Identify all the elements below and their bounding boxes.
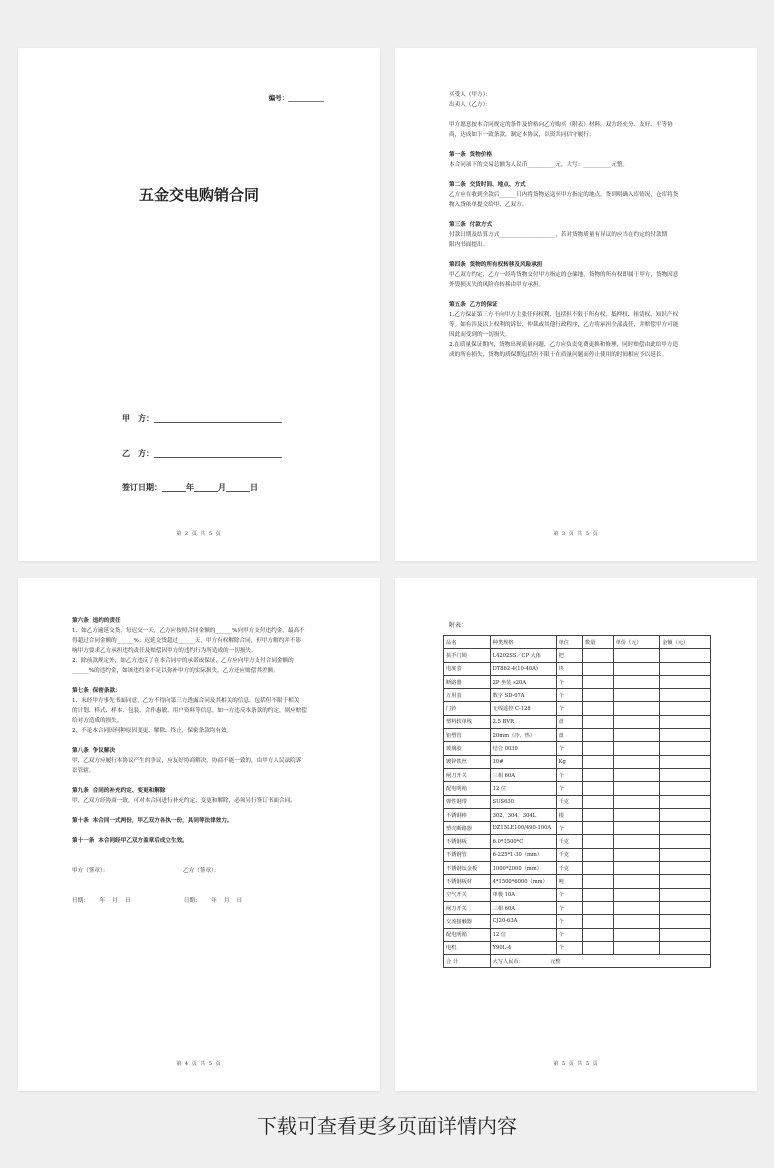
table-cell: 执手门锁 (444, 649, 491, 662)
total-label: 合 计 (444, 955, 491, 968)
page-cover (18, 48, 380, 561)
table-cell: 闸刀开关 (444, 901, 491, 914)
table-cell (583, 875, 614, 888)
table-cell (613, 742, 660, 755)
blank-line (72, 736, 326, 746)
table-cell (660, 875, 711, 888)
table-cell: 镀锌铁丝 (444, 755, 491, 768)
clause-heading: 第四条 货物的所有权转移及风险承担 (449, 262, 543, 268)
table-cell (583, 835, 614, 848)
table-cell: 个 (556, 822, 582, 835)
text-line: 物入货依单提交给甲、乙双方。 (449, 202, 528, 208)
table-row (444, 822, 711, 835)
sign-date-line: 签订日期：______年______月______日 (122, 482, 258, 492)
table-row (444, 928, 711, 941)
clause-heading: 第十一条 本合同经甲乙双方盖章后成立生效。 (72, 838, 188, 844)
table-row (444, 768, 711, 781)
table-cell (660, 742, 711, 755)
table-cell (660, 662, 711, 675)
table-cell (583, 649, 614, 662)
table-row (444, 675, 711, 688)
table-cell: 结合 0039 (490, 742, 556, 755)
table-row (444, 702, 711, 715)
table-cell: 不锈钢钛金板 (444, 862, 491, 875)
blank-line (449, 290, 703, 300)
table-cell: 4*1500*6000（mm） (490, 875, 556, 888)
clause-heading: 第九条 合同的补充约定、变更和解除 (72, 788, 166, 794)
table-cell (613, 901, 660, 914)
blank-line (72, 846, 326, 856)
table-cell (583, 941, 614, 954)
text-line: 本合同项下的交易总额为人民币__________元，大写：__________元整。 (449, 162, 629, 168)
table-cell (660, 755, 711, 768)
text-line: 1、未经甲方事先书面同意，乙方不得向第三方透露合同及其相关的信息，包括但不限于相关 (72, 698, 300, 704)
text-line: 限内书面提出。 (449, 242, 489, 248)
table-cell: 闸刀开关 (444, 768, 491, 781)
table-cell: CJ20-63A (490, 915, 556, 928)
blank-line (449, 140, 703, 150)
table-cell: 塑壳断路器 (444, 822, 491, 835)
text-line: 甲、乙双方应履行本协议产生的争议，应友好协商解决，协商不能一致的，由甲方人民法院诉 (72, 758, 302, 764)
table-cell (613, 888, 660, 901)
text-line: 甲方愿意按本合同规定的条件及价格向乙方购买（附表）材料，双方经充分、友好、平等协 (449, 122, 673, 128)
table-cell (613, 848, 660, 861)
page-footer: 第 3 页 共 5 页 (553, 531, 599, 537)
table-cell: 302、304、304L (490, 808, 556, 821)
table-cell (583, 795, 614, 808)
table-cell (660, 715, 711, 728)
table-cell: SUS630 (490, 795, 556, 808)
table-cell: 铝塑管 (444, 729, 491, 742)
table-cell: 2.5 BVR (490, 715, 556, 728)
table-cell: 千克 (556, 848, 582, 861)
table-cell: 不锈钢板材 (444, 875, 491, 888)
table-cell: 电度表 (444, 662, 491, 675)
attachment-table (443, 635, 711, 968)
table-cell (613, 928, 660, 941)
text-line: 日期： 年 月 日 日期： 年 月 日 (72, 898, 243, 904)
clause-heading: 第六条 违约的责任 (72, 618, 121, 624)
table-cell: 吨 (556, 875, 582, 888)
table-row (444, 875, 711, 888)
party-b-line: 乙 方：________________________________ (122, 448, 282, 458)
text-line: 外毁损灭失的风险亦转移由甲方承担。 (449, 282, 545, 288)
table-cell (660, 915, 711, 928)
page-footer: 第 4 页 共 5 页 (176, 1061, 222, 1067)
text-line: 商，达成如下一致条款，制定本协议，以资共同信守履行： (449, 132, 595, 138)
table-cell (583, 755, 614, 768)
table-cell (583, 848, 614, 861)
table-cell (660, 862, 711, 875)
table-cell (660, 901, 711, 914)
table-cell: 千克 (556, 795, 582, 808)
table-cell: 单极 10A (490, 888, 556, 901)
table-cell (660, 888, 711, 901)
table-cell (613, 808, 660, 821)
text-line: 给对方造成的损失。 (72, 718, 123, 724)
table-cell (583, 808, 614, 821)
table-cell (660, 928, 711, 941)
table-cell: 把 (556, 649, 582, 662)
table-cell: L4202SS／CP 大体 (490, 649, 556, 662)
clause-heading: 第十条 本合同一式两份，甲乙双方各执一份，具同等法律效力。 (72, 818, 233, 824)
table-cell (583, 768, 614, 781)
text-line: 2、不论本合同因何种原因变更、解除、终止，保密条款均有效。 (72, 728, 233, 734)
clause-heading: 第二条 交货时间、地点、方式 (449, 182, 526, 188)
table-cell: 弹性钢带 (444, 795, 491, 808)
blank-line (72, 776, 326, 786)
clause-heading: 第七条 保密条款： (72, 688, 121, 694)
text-line: 乙方应在收到全款后______日内将货物运送至甲方指定的地点，货到明确入库情况，仓库将货 (449, 192, 679, 198)
text-line: ______%的违约金，如该违约金不足以弥补甲方的实际损失，乙方还应赔偿其差额。 (72, 668, 279, 674)
table-row (444, 689, 711, 702)
table-cell (613, 782, 660, 795)
table-cell (613, 795, 660, 808)
table-cell (583, 742, 614, 755)
table-cell (660, 649, 711, 662)
blank-line (72, 856, 326, 866)
table-cell (660, 835, 711, 848)
text-line: 买受人（甲方）： (449, 92, 491, 98)
table-row (444, 729, 711, 742)
table-cell (583, 915, 614, 928)
column-header: 金额（元） (660, 636, 711, 649)
table-total-row (444, 955, 711, 968)
table-row (444, 915, 711, 928)
table-cell: 配电明箱 (444, 928, 491, 941)
table-cell: 个 (556, 768, 582, 781)
text-line: 的计划、样式、样本、包装、合作惠敏、用户资料等信息。如一方违反本条款的约定，则应赔偿 (72, 708, 307, 714)
table-cell (583, 715, 614, 728)
table-cell: 万用表 (444, 689, 491, 702)
text-line: 甲方（签章）： 乙方（签章）： (72, 868, 220, 874)
table-cell: 块 (556, 662, 582, 675)
text-line: 成的所有损失，货物的质保期包括但不限于在质量问题而停止使用的时间相应予以延长。 (449, 352, 668, 358)
table-cell: 千克 (556, 835, 582, 848)
page-footer: 第 5 页 共 5 页 (553, 1061, 599, 1067)
table-cell (660, 941, 711, 954)
table-cell (583, 822, 614, 835)
table-cell: Kg (556, 755, 582, 768)
table-cell: 个 (556, 702, 582, 715)
table-cell: 个 (556, 941, 582, 954)
table-cell: 不锈钢管 (444, 848, 491, 861)
table-cell: 三相 60A (490, 768, 556, 781)
table-cell (613, 835, 660, 848)
blank-line (72, 886, 326, 896)
table-cell: 三相 60A (490, 901, 556, 914)
table-cell: 6.0*1500*C (490, 835, 556, 848)
table-cell: 个 (556, 915, 582, 928)
table-cell: 配电明箱 (444, 782, 491, 795)
table-cell: 电机 (444, 941, 491, 954)
table-header-row (444, 636, 711, 649)
table-cell (613, 941, 660, 954)
table-cell (583, 928, 614, 941)
table-cell (660, 808, 711, 821)
table-cell (613, 729, 660, 742)
table-cell: 2P 坐装 s20A (490, 675, 556, 688)
table-cell: 个 (556, 742, 582, 755)
column-header: 单价（元） (613, 636, 660, 649)
total-amount-text: 大写人民币： 元整 (490, 955, 710, 968)
table-cell (583, 662, 614, 675)
table-cell (660, 702, 711, 715)
clause-heading: 第一条 货物价格 (449, 152, 493, 158)
table-cell: 千克 (556, 862, 582, 875)
table-cell (660, 729, 711, 742)
clause-heading: 第八条 争议解决 (72, 748, 116, 754)
table-cell (583, 782, 614, 795)
text-line: 1.乙方保证第三方不向甲方主张任何权利，包括但不限于所有权、抵押权、租赁权、知识产权 (449, 312, 679, 318)
table-cell: 6-225*1-30（mm） (490, 848, 556, 861)
text-line: 付款日期及结算方式____________________，若对货物质量有异议的应当在约定的付款期 (449, 232, 668, 238)
table-row (444, 808, 711, 821)
table-row (444, 795, 711, 808)
table-row (444, 888, 711, 901)
table-row (444, 715, 711, 728)
table-row (444, 835, 711, 848)
page-footer: 第 2 页 共 5 页 (176, 531, 222, 537)
page-terms-1 (395, 48, 757, 561)
attachment-title: 附表： (449, 622, 468, 629)
blank-line (449, 170, 703, 180)
table-row (444, 742, 711, 755)
clause-heading: 第五条 乙方的保证 (449, 302, 498, 308)
table-cell: 盘 (556, 715, 582, 728)
blank-line (72, 826, 326, 836)
page-attachment (395, 578, 757, 1091)
table-row (444, 662, 711, 675)
table-cell: 个 (556, 782, 582, 795)
table-row (444, 941, 711, 954)
blank-line (449, 210, 703, 220)
table-cell (660, 782, 711, 795)
table-cell (613, 689, 660, 702)
table-row (444, 862, 711, 875)
table-row (444, 649, 711, 662)
table-cell: 断路器 (444, 675, 491, 688)
text-line: 出卖人（乙方）： (449, 102, 491, 108)
table-cell (583, 888, 614, 901)
text-line: 甲、乙双方经协商一致，可对本合同进行补充约定、变更和解除，必须另行签订书面合同。 (72, 798, 296, 804)
blank-line (72, 876, 326, 886)
table-cell (660, 675, 711, 688)
table-cell (583, 862, 614, 875)
table-cell (613, 875, 660, 888)
table-cell: 数字 SD-07A (490, 689, 556, 702)
table-cell (613, 915, 660, 928)
blank-line (72, 806, 326, 816)
table-row (444, 782, 711, 795)
table-cell: 空气开关 (444, 888, 491, 901)
table-row (444, 848, 711, 861)
table-cell (583, 702, 614, 715)
table-cell: 门铃 (444, 702, 491, 715)
table-cell: 个 (556, 901, 582, 914)
table-cell (660, 822, 711, 835)
table-cell (660, 768, 711, 781)
table-cell: 交流接触器 (444, 915, 491, 928)
text-line: 讼管辖。 (72, 768, 95, 774)
table-cell (583, 729, 614, 742)
table-cell: 12 位 (490, 782, 556, 795)
text-line: 响甲方要求乙方承担违约责任及赔偿因甲方的违约行为所造成的一切损失。 (72, 648, 257, 654)
text-line: 等。如有涉及以上权利的诉讼、仲裁或其他行政程序，乙方将承担全部责任，并赔偿甲方可能 (449, 322, 679, 328)
party-a-line: 甲 方：________________________________ (122, 413, 282, 423)
table-cell (613, 768, 660, 781)
text-line: 甲乙双方约定，乙方一经将货物交付甲方指定的仓储地，货物的所有权即属于甲方，货物因意 (449, 272, 679, 278)
table-cell: 10# (490, 755, 556, 768)
table-cell: 个 (556, 689, 582, 702)
table-cell: 根 (556, 808, 582, 821)
table-cell: 个 (556, 675, 582, 688)
table-cell: 个 (556, 888, 582, 901)
table-cell: Y90L-4 (490, 941, 556, 954)
table-cell (583, 689, 614, 702)
table-cell: 玻璃胶 (444, 742, 491, 755)
table-cell: 个 (556, 928, 582, 941)
table-cell (613, 822, 660, 835)
text-line: 1、如乙方逾延交货，每迟交一天，乙方应按照合同金额的______%向甲方支付违约金，最高不 (72, 628, 305, 634)
table-cell: 不锈钢板 (444, 835, 491, 848)
table-cell (660, 689, 711, 702)
table-cell (613, 862, 660, 875)
table-cell: 无线遥控 C-128 (490, 702, 556, 715)
table-cell: 12 位 (490, 928, 556, 941)
column-header: 数量 (583, 636, 614, 649)
table-cell: 1000*2000（mm） (490, 862, 556, 875)
blank-line (72, 676, 326, 686)
table-cell (583, 675, 614, 688)
table-cell: 不锈钢棒 (444, 808, 491, 821)
table-cell (613, 649, 660, 662)
table-cell: 塑料软单线 (444, 715, 491, 728)
text-line: 因此而受到的一切损失。 (449, 332, 511, 338)
text-line: 2.在质量保证期内，货物出现质量问题，乙方应负责免费更换和修理，同时赔偿由此给甲方造 (449, 342, 679, 348)
column-header: 品名 (444, 636, 491, 649)
column-header: 单位 (556, 636, 582, 649)
table-cell (583, 901, 614, 914)
page-body (449, 90, 703, 360)
blank-line (449, 110, 703, 120)
table-cell (660, 795, 711, 808)
table-row (444, 755, 711, 768)
clause-heading: 第三条 付款方式 (449, 222, 493, 228)
page-terms-2 (18, 578, 380, 1091)
download-caption: 下载可查看更多页面详情内容 (257, 1114, 517, 1138)
text-line: 2、除前款规定外，如乙方违反了在本合同中的承诺或保证，乙方应向甲方支付合同金额的 (72, 658, 294, 664)
table-cell: DZ15LE100/490-100A (490, 822, 556, 835)
table-cell (613, 675, 660, 688)
page-body (72, 616, 326, 906)
table-cell (660, 848, 711, 861)
table-cell: 盘 (556, 729, 582, 742)
table-row (444, 901, 711, 914)
table-cell (613, 662, 660, 675)
column-header: 种类规格 (490, 636, 556, 649)
document-title: 五金交电购销合同 (138, 186, 259, 204)
contract-number: 编号：___________ (268, 94, 324, 102)
table-cell (613, 715, 660, 728)
table-cell (613, 702, 660, 715)
table-cell (613, 755, 660, 768)
table-cell: 20mm（冷、热） (490, 729, 556, 742)
blank-line (449, 250, 703, 260)
table-cell: DT862-4(10-40A) (490, 662, 556, 675)
text-line: 得超过合同金额的______%；迟延交货超过______天，甲方有权解除合同，但甲方解约并不影 (72, 638, 302, 644)
